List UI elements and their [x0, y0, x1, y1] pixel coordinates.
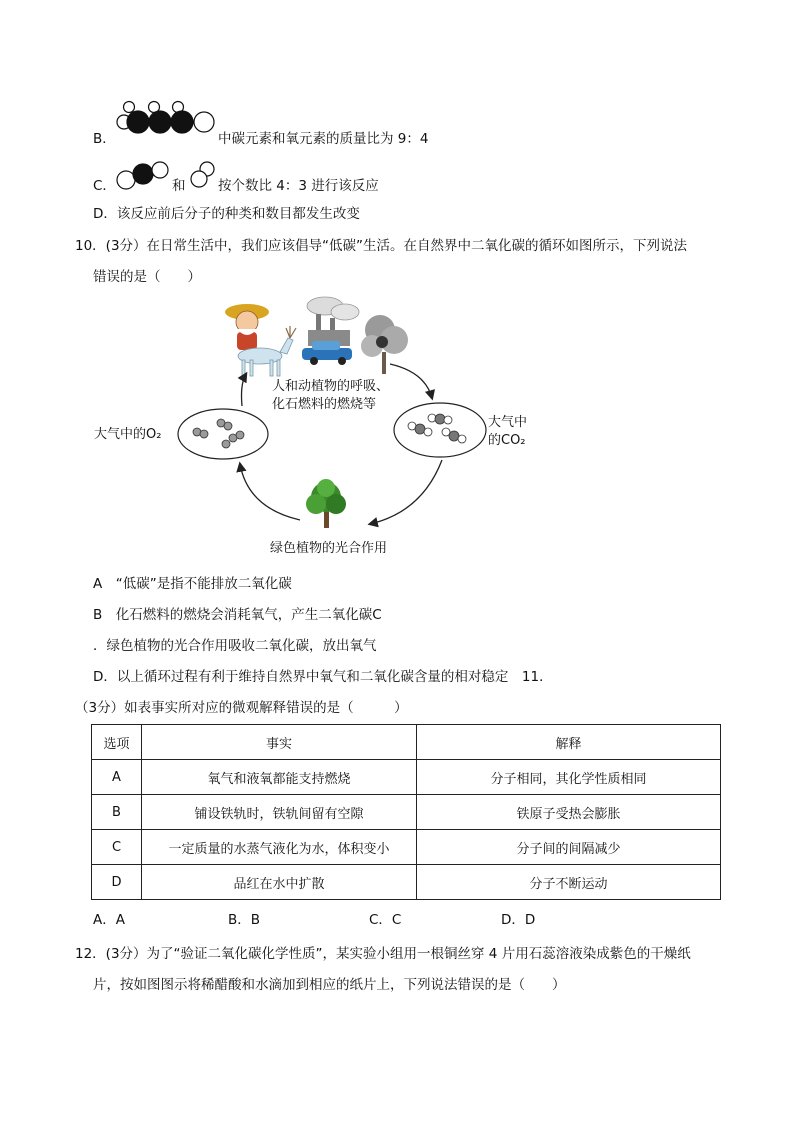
q9-option-b	[93, 129, 116, 149]
co2-ellipse	[394, 403, 486, 457]
co2-molecules-icon	[408, 414, 466, 443]
table-cell: C	[92, 830, 142, 865]
table-cell: 铁原子受热会膨胀	[417, 795, 721, 830]
table-cell: 铺设铁轨时，铁轨间留有空隙	[142, 795, 417, 830]
q10-option-a: A “低碳”是指不能排放二氧化碳	[93, 576, 292, 592]
q12-stem-line1: 12．(3分）为了“验证二氧化碳化学性质”，某实验小组用一根铜丝穿 4 片用石蕊溶液染成紫色的干燥纸	[75, 946, 691, 962]
header-fact: 事实	[142, 725, 417, 760]
q10-option-c: ．绿色植物的光合作用吸收二氧化碳，放出氧气	[93, 638, 377, 654]
q10-option-b: B 化石燃料的燃烧会消耗氧气，产生二氧化碳C	[93, 607, 382, 623]
table-row	[92, 865, 721, 900]
q9-option-c-mid: 和	[172, 178, 186, 194]
q9-option-b-text: 中碳元素和氧元素的质量比为 9：4	[218, 131, 429, 147]
q10-stem-line1: 10．(3分）在日常生活中，我们应该倡导“低碳”生活。在自然界中二氧化碳的循环如图所示，下列说法	[75, 238, 688, 254]
arrow-to-o2	[240, 464, 300, 520]
q11-stem: （3分）如表事实所对应的微观解释错误的是（ ）	[75, 700, 408, 716]
label-respiration-line1: 人和动植物的呼吸、	[272, 379, 390, 394]
table-row	[92, 795, 721, 830]
label-co2-line1: 大气中	[488, 415, 528, 430]
table-row	[92, 760, 721, 795]
arrow-to-co2	[390, 364, 432, 398]
q11-answer-a: A．A	[93, 912, 125, 928]
person-icon	[225, 304, 269, 350]
label-o2: 大气中的O₂	[94, 427, 162, 442]
arrow-to-animals	[242, 374, 247, 406]
q12-stem-line2: 片，按如图图示将稀醋酸和水滴加到相应的纸片上，下列说法错误的是（ ）	[93, 977, 566, 993]
q10-option-d: D．以上循环过程有利于维持自然界中氧气和二氧化碳含量的相对稳定 11．	[93, 669, 553, 685]
table-cell: A	[92, 760, 142, 795]
molecule-c2h?-chain-icon	[116, 100, 216, 136]
q9-option-c-text: 按个数比 4：3 进行该反应	[218, 178, 379, 194]
o2-molecules-icon	[193, 419, 244, 448]
header-option: 选项	[92, 725, 142, 760]
q10-stem-line2: 错误的是（ ）	[93, 269, 201, 285]
tree-icon	[306, 479, 346, 528]
burning-tree-icon	[361, 315, 408, 374]
carbon-cycle-diagram	[90, 292, 560, 564]
label-co2-line2: 的CO₂	[488, 433, 526, 448]
table-cell: B	[92, 795, 142, 830]
q11-answer-b: B．B	[228, 912, 261, 928]
table-cell: 分子相同，其化学性质相同	[417, 760, 721, 795]
table-cell: 品红在水中扩散	[142, 865, 417, 900]
molecule-o2-icon	[188, 160, 218, 190]
header-explanation: 解释	[417, 725, 721, 760]
molecule-co-icon	[116, 160, 172, 192]
arrow-to-tree	[370, 460, 442, 524]
table-header-row	[92, 725, 721, 760]
table-row	[92, 830, 721, 865]
table-cell: 分子间的间隔减少	[417, 830, 721, 865]
q9-option-b-prefix: B．	[93, 131, 116, 147]
factory-icon	[307, 297, 359, 346]
q11-table	[91, 724, 721, 900]
label-respiration-line2: 化石燃料的燃烧等	[272, 397, 377, 412]
table-cell: 一定质量的水蒸气液化为水，体积变小	[142, 830, 417, 865]
o2-ellipse	[178, 409, 268, 459]
q11-answer-d: D．D	[501, 912, 536, 928]
q9-option-d: D．该反应前后分子的种类和数目都发生改变	[93, 206, 360, 222]
table-cell: D	[92, 865, 142, 900]
table-cell: 分子不断运动	[417, 865, 721, 900]
label-photosynthesis: 绿色植物的光合作用	[270, 541, 388, 556]
q9-option-c-prefix: C．	[93, 178, 116, 194]
q11-answer-c: C．C	[369, 912, 402, 928]
table-cell: 氧气和液氧都能支持燃烧	[142, 760, 417, 795]
